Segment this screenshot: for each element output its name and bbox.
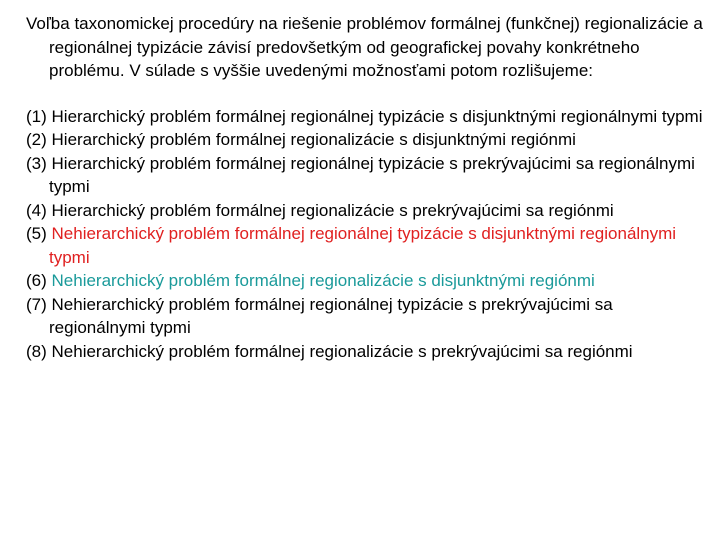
item-number: (6) xyxy=(26,271,47,290)
list-item xyxy=(26,269,710,293)
item-text: Nehierarchický problém formálnej regionálnej typizácie s prekrývajúcimi sa regionálnymi typmi xyxy=(49,294,613,337)
item-text: Hierarchický problém formálnej regionalizácie s prekrývajúcimi sa regiónmi xyxy=(51,200,614,220)
item-number: (5) xyxy=(26,224,47,243)
list-item xyxy=(26,222,710,269)
item-text: Nehierarchický problém formálnej regionalizácie s prekrývajúcimi sa regiónmi xyxy=(51,341,633,361)
item-text-highlight-red: Nehierarchický problém formálnej regionálnej typizácie s disjunktnými regionálnymi typmi xyxy=(49,224,677,267)
problem-list xyxy=(26,105,710,364)
list-item xyxy=(26,293,710,340)
list-item xyxy=(26,105,710,129)
item-text: Hierarchický problém formálnej regionalizácie s disjunktnými regiónmi xyxy=(51,130,576,149)
item-number: (4) xyxy=(26,200,47,220)
list-item xyxy=(26,128,710,152)
item-text-highlight-teal: Nehierarchický problém formálnej regionalizácie s disjunktnými regiónmi xyxy=(51,271,595,290)
list-item xyxy=(26,199,710,223)
item-number: (2) xyxy=(26,130,47,149)
list-item xyxy=(26,152,710,199)
item-text: Hierarchický problém formálnej regionálnej typizácie s disjunktnými regionálnymi typmi xyxy=(51,106,703,126)
item-number: (7) xyxy=(26,294,47,314)
list-item xyxy=(26,340,710,364)
intro-paragraph: Voľba taxonomickej procedúry na riešenie problémov formálnej (funkčnej) regionalizácie a regionálnej typizácie závisí predovšetkým od geografickej povahy konkrétneho problému. V súlade s vyššie uvedenými možnosťami potom rozlišujeme: xyxy=(26,14,703,80)
item-number: (1) xyxy=(26,106,47,126)
item-number: (8) xyxy=(26,341,47,361)
item-text: Hierarchický problém formálnej regionálnej typizácie s prekrývajúcimi sa regionálnymi typmi xyxy=(49,153,695,196)
item-number: (3) xyxy=(26,153,47,173)
